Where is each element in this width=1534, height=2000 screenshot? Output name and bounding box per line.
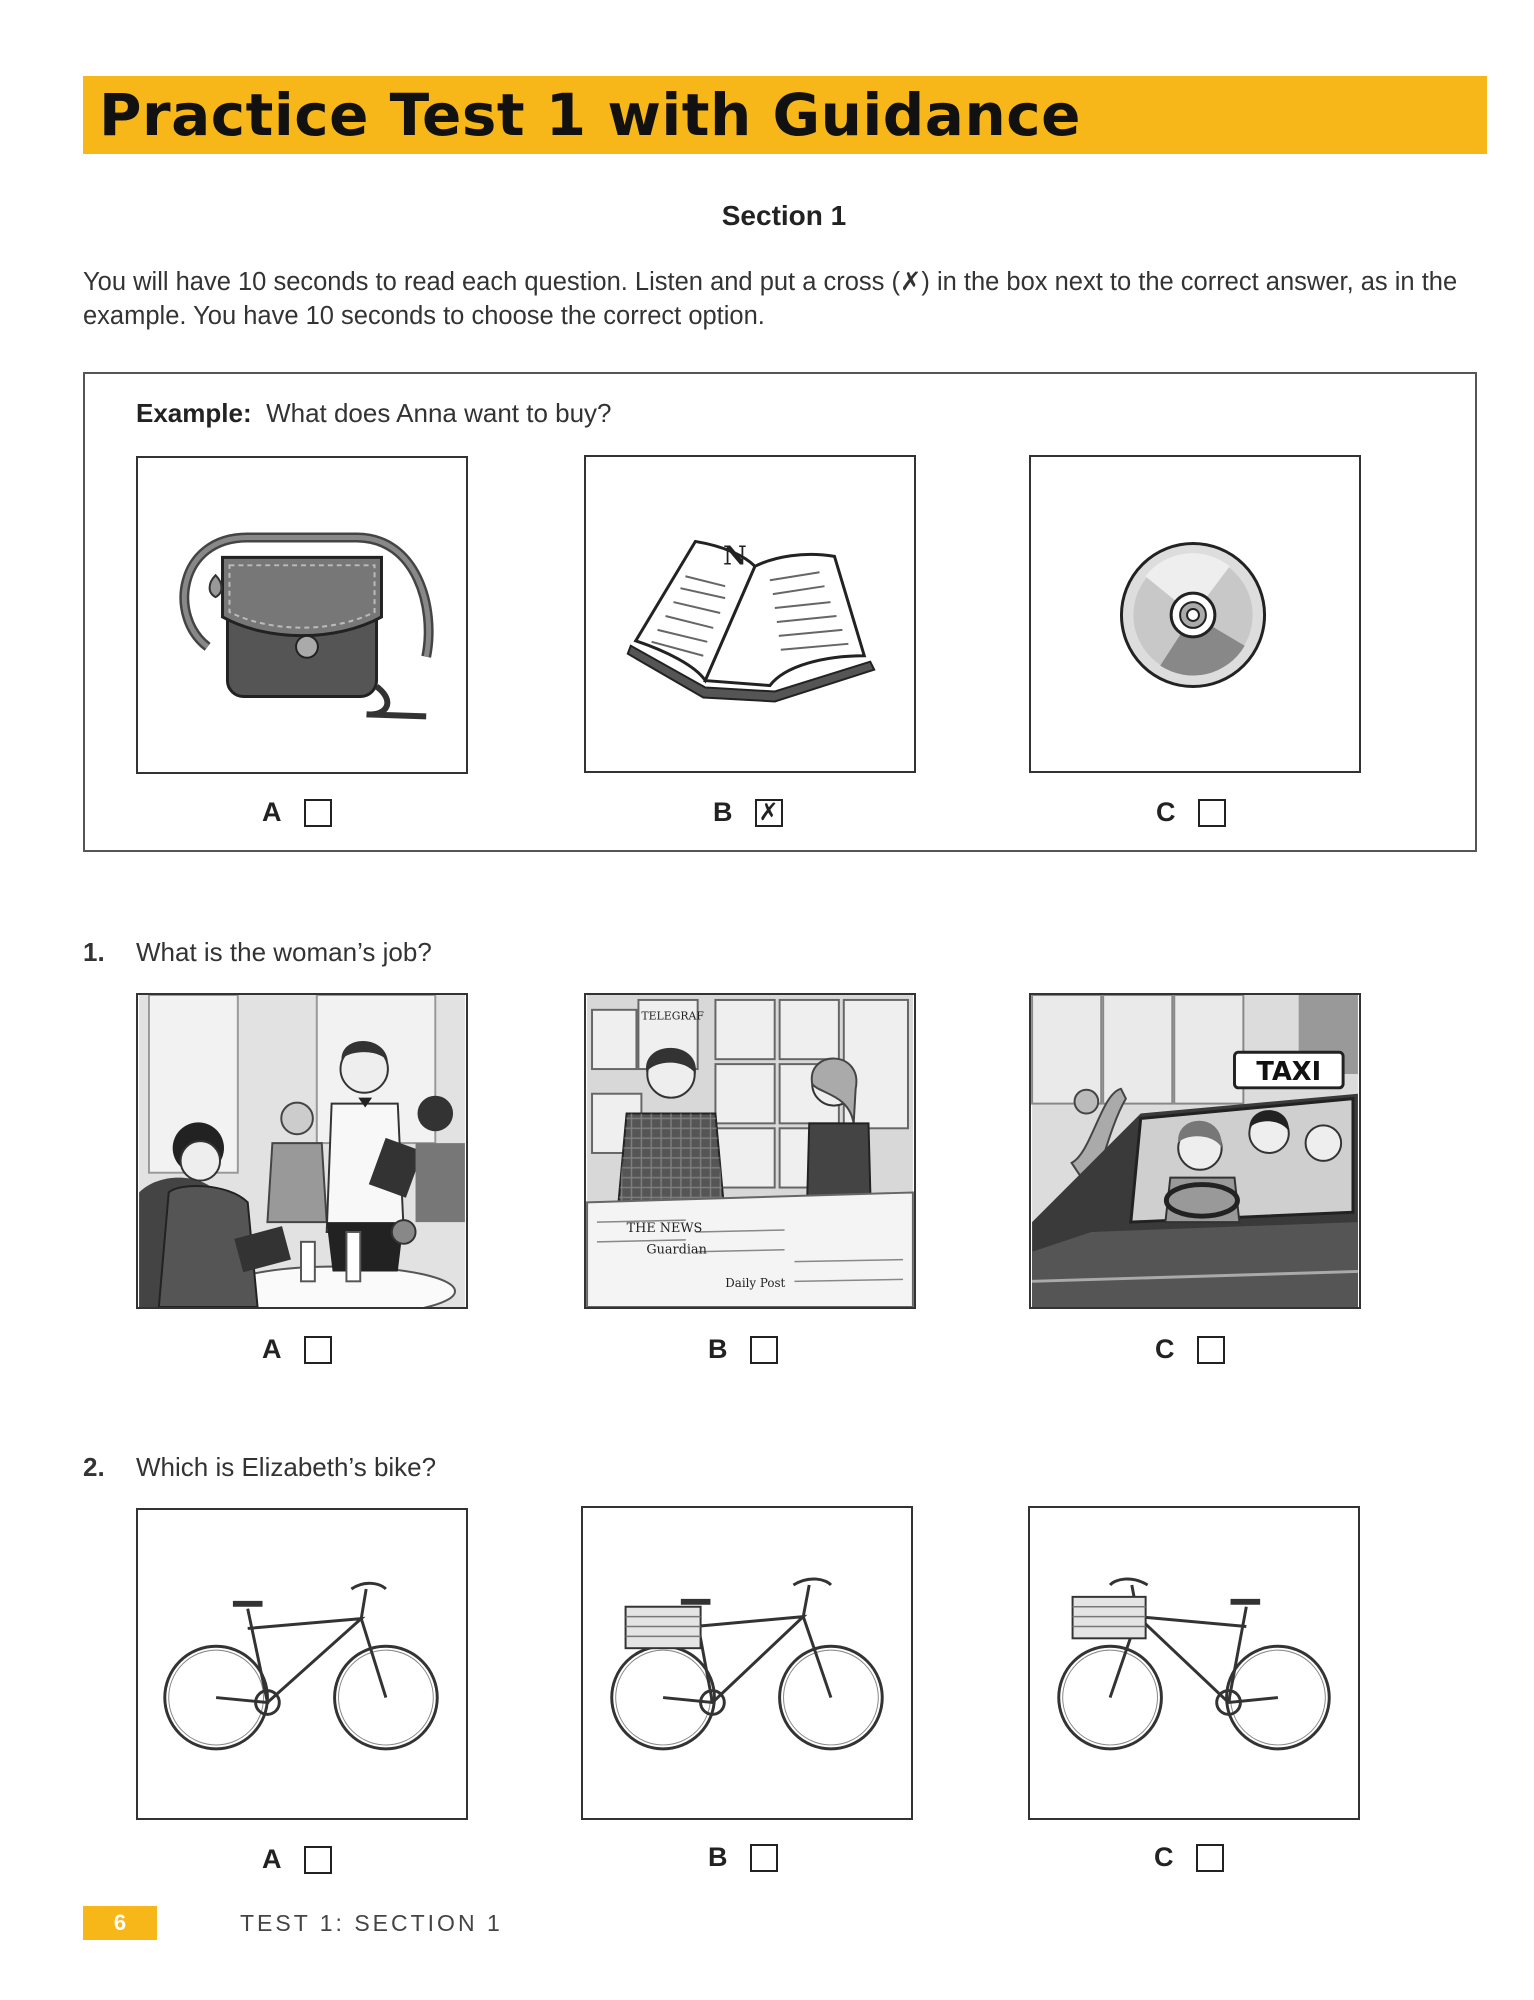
example-option-b — [713, 797, 783, 828]
page-title: Practice Test 1 with Guidance — [99, 81, 1081, 149]
svg-text:N: N — [723, 541, 747, 572]
example-option-a — [262, 797, 332, 828]
q2-option-b — [708, 1842, 778, 1873]
example-question-text: What does Anna want to buy? — [266, 398, 612, 428]
option-letter: B — [708, 1334, 728, 1364]
page-number: 6 — [83, 1906, 157, 1940]
taxi-illustration — [1031, 995, 1359, 1307]
newsstand-illustration — [586, 995, 914, 1307]
example-picture-a-bag — [136, 456, 468, 774]
running-title: TEST 1: SECTION 1 — [240, 1910, 503, 1936]
svg-text:Daily Post: Daily Post — [725, 1276, 786, 1291]
option-letter: A — [262, 797, 282, 827]
taxi-sign-text: TAXI — [1256, 1056, 1322, 1087]
question-2-number: 2. — [83, 1452, 105, 1482]
answer-checkbox-checked[interactable]: ✗ — [755, 799, 783, 827]
q2-option-a — [262, 1844, 332, 1875]
q1-picture-c-taxi — [1029, 993, 1361, 1309]
q2-option-c — [1154, 1842, 1224, 1873]
q1-option-a — [262, 1334, 332, 1365]
section-heading: Section 1 — [721, 200, 847, 231]
question-2-text: Which is Elizabeth’s bike? — [136, 1452, 437, 1482]
answer-checkbox[interactable] — [750, 1844, 778, 1872]
example-option-c — [1156, 797, 1226, 828]
option-letter: B — [708, 1842, 728, 1872]
example-label: Example: — [136, 398, 252, 428]
svg-text:THE NEWS: THE NEWS — [626, 1220, 703, 1236]
answer-checkbox[interactable] — [304, 1336, 332, 1364]
option-letter: C — [1155, 1334, 1175, 1364]
q2-picture-c-bike-front-basket — [1028, 1506, 1360, 1820]
book-illustration — [586, 457, 914, 771]
q2-picture-b-bike-rear-basket — [581, 1506, 913, 1820]
option-letter: C — [1154, 1842, 1174, 1872]
question-1-number: 1. — [83, 937, 105, 967]
answer-checkbox[interactable] — [1197, 1336, 1225, 1364]
option-letter: C — [1156, 797, 1176, 827]
restaurant-illustration — [138, 995, 466, 1307]
instructions: You will have 10 seconds to read each question. Listen and put a cross (✗) in the box next to the correct answer, as in the example. You have 10 seconds to choose the correct option. — [83, 268, 1458, 330]
example-picture-c-cd — [1029, 455, 1361, 773]
answer-checkbox[interactable] — [1198, 799, 1226, 827]
question-1-text: What is the woman’s job? — [136, 937, 432, 967]
answer-checkbox[interactable] — [1196, 1844, 1224, 1872]
q1-option-b — [708, 1334, 778, 1365]
cd-illustration — [1031, 457, 1359, 771]
example-question — [136, 398, 612, 429]
answer-checkbox[interactable] — [304, 1846, 332, 1874]
svg-text:TELEGRAF: TELEGRAF — [641, 1009, 704, 1023]
option-letter: A — [262, 1334, 282, 1364]
title-banner — [83, 76, 1487, 154]
option-letter: B — [713, 797, 733, 827]
q1-picture-a-waitress — [136, 993, 468, 1309]
q1-option-c — [1155, 1334, 1225, 1365]
svg-text:Guardian: Guardian — [646, 1242, 707, 1258]
answer-checkbox[interactable] — [750, 1336, 778, 1364]
bike-illustration — [1030, 1508, 1358, 1818]
example-picture-b-book — [584, 455, 916, 773]
bike-illustration — [583, 1508, 911, 1818]
bike-illustration — [138, 1510, 466, 1818]
answer-checkbox[interactable] — [304, 799, 332, 827]
bag-illustration — [138, 458, 466, 772]
option-letter: A — [262, 1844, 282, 1874]
q2-picture-a-bike — [136, 1508, 468, 1820]
q1-picture-b-newsagent — [584, 993, 916, 1309]
